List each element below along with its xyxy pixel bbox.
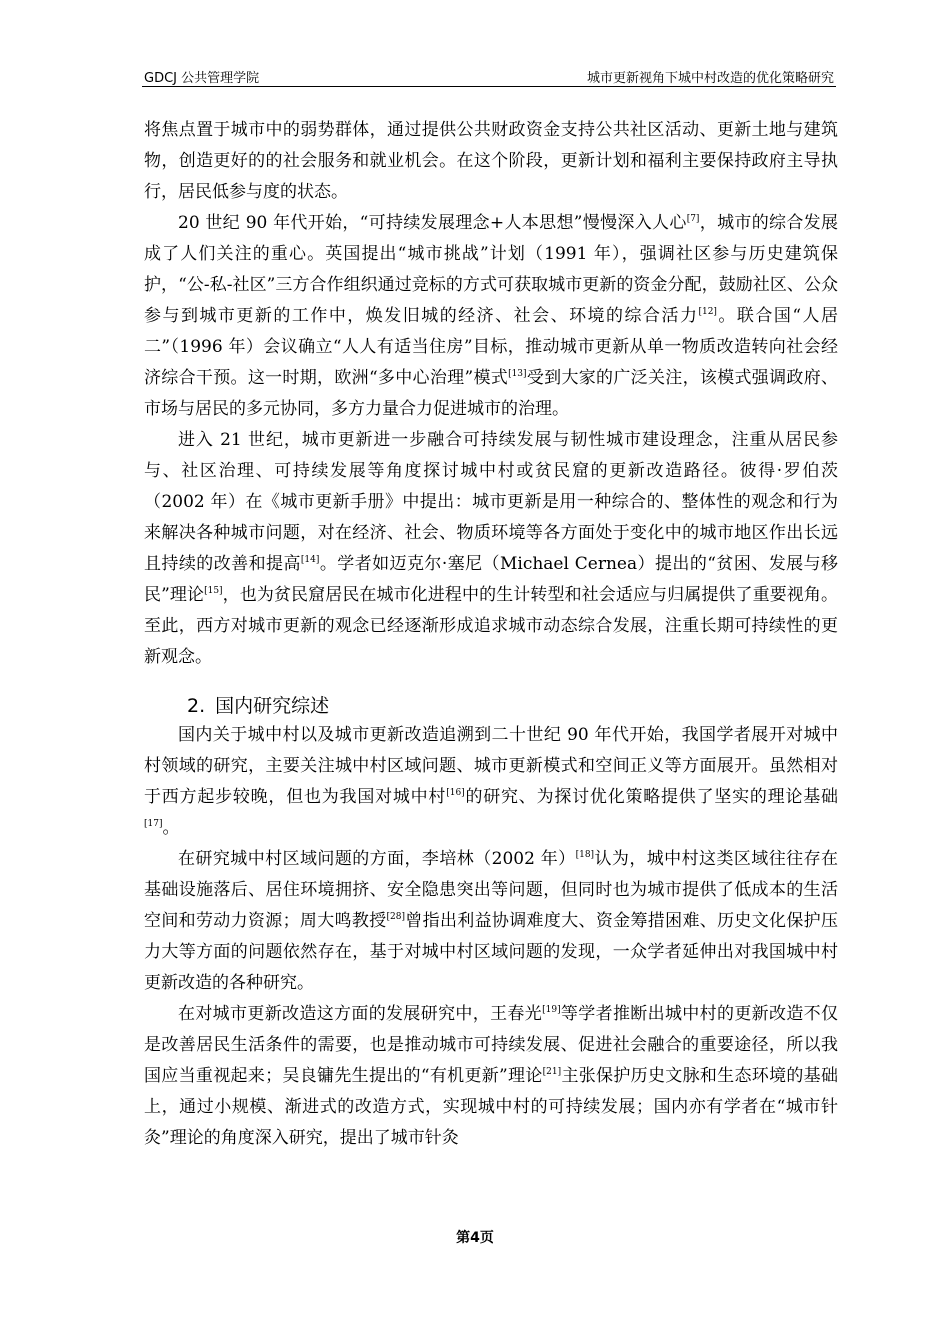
paragraph: 进入 21 世纪，城市更新进一步融合可持续发展与韧性城市建设理念，注重从居民参与、社区治理、可持续发展等角度探讨城中村或贫民窟的更新改造路径。彼得·罗伯茨（2002 年）在《城市更新手册》中提出：城市更新是用一种综合的、整体性的观念和行为来解决各种城市问题，对在经济、社会、物质环境等各方面处于变化中的城市地区作出长远且持续的改善和提高[14]。学者如迈克尔·塞尼（Michael Cernea）提出的“贫困、发展与移民”理论[15]，也为贫民窟居民在城市化进程中的生计转型和社会适应与归属提供了重要视角。至此，西方对城市更新的观念已经逐渐形成追求城市动态综合发展，注重长期可持续性的更新观念。 <box>144 430 838 667</box>
paragraph-continuation: 将焦点置于城市中的弱势群体，通过提供公共财政资金支持公共社区活动、更新土地与建筑物，创造更好的的社会服务和就业机会。在这个阶段，更新计划和福利主要保持政府主导执行，居民低参与度的状态。 <box>144 120 838 202</box>
citation-ref: [13] <box>508 369 527 379</box>
citation-ref: [7] <box>686 214 700 224</box>
citation-ref: [21] <box>542 1067 562 1077</box>
citation-ref: [28] <box>386 912 405 922</box>
citation-ref: [15] <box>204 586 223 596</box>
paragraph: 在研究城中村区域问题的方面，李培林（2002 年）[18]认为，城中村这类区域往往存在基础设施落后、居住环境拥挤、安全隐患突出等问题，但同时也为城市提供了低成本的生活空间和劳动力资源；周大鸣教授[28]曾指出利益协调难度大、资金筹措困难、历史文化保护压力大等方面的问题依然存在，基于对城中村区域问题的发现，一众学者延伸出对我国城中村更新改造的各种研究。 <box>144 849 839 993</box>
page-number: 第4页 <box>456 1230 494 1246</box>
page-header <box>142 64 836 87</box>
citation-ref: [12] <box>698 307 717 317</box>
page-body <box>144 115 838 1154</box>
section-number: 2. <box>187 695 206 717</box>
section-title: 国内研究综述 <box>215 695 330 717</box>
header-institution: GDCJ 公共管理学院 <box>144 71 260 86</box>
paragraph: 国内关于城中村以及城市更新改造追溯到二十世纪 90 年代开始，我国学者展开对城中村领域的研究，主要关注城中村区域问题、城市更新模式和空间正义等方面展开。虽然相对于西方起步较晚，但也为我国对城中村[16]的研究、为探讨优化策略提供了坚实的理论基础[17]。 <box>144 725 839 838</box>
citation-ref: [14] <box>300 555 320 565</box>
header-thesis-title: 城市更新视角下城中村改造的优化策略研究 <box>586 71 834 86</box>
citation-ref: [19] <box>542 1005 561 1015</box>
paragraph: 20 世纪 90 年代开始，“可持续发展理念+人本思想”慢慢深入人心[7]，城市的综合发展成了人们关注的重心。英国提出“城市挑战”计划（1991 年），强调社区参与历史建筑保护，“公-私-社区”三方合作组织通过竞标的方式可获取城市更新的资金分配，鼓励社区、公众参与到城市更新的工作中，焕发旧城的经济、社会、环境的综合活力[12]。联合国“人居二”（1996 年）会议确立“人人有适当住房”目标，推动城市更新从单一物质改造转向社会经济综合干预。这一时期，欧洲“多中心治理”模式[13]受到大家的广泛关注，该模式强调政府、市场与居民的多元协同，多方力量合力促进城市的治理。 <box>144 213 839 419</box>
citation-ref: [16] <box>446 788 465 798</box>
section-heading <box>144 692 838 720</box>
citation-ref: [17] <box>144 819 163 829</box>
paragraph: 在对城市更新改造这方面的发展研究中，王春光[19]等学者推断出城中村的更新改造不仅是改善居民生活条件的需要，也是推动城市可持续发展、促进社会融合的重要途径，所以我国应当重视起来；吴良镛先生提出的“有机更新”理论[21]主张保护历史文脉和生态环境的基础上，通过小规模、渐进式的改造方式，实现城中村的可持续发展；国内亦有学者在“城市针灸”理论的角度深入研究，提出了城市针灸 <box>144 1004 839 1148</box>
citation-ref: [18] <box>575 850 595 860</box>
